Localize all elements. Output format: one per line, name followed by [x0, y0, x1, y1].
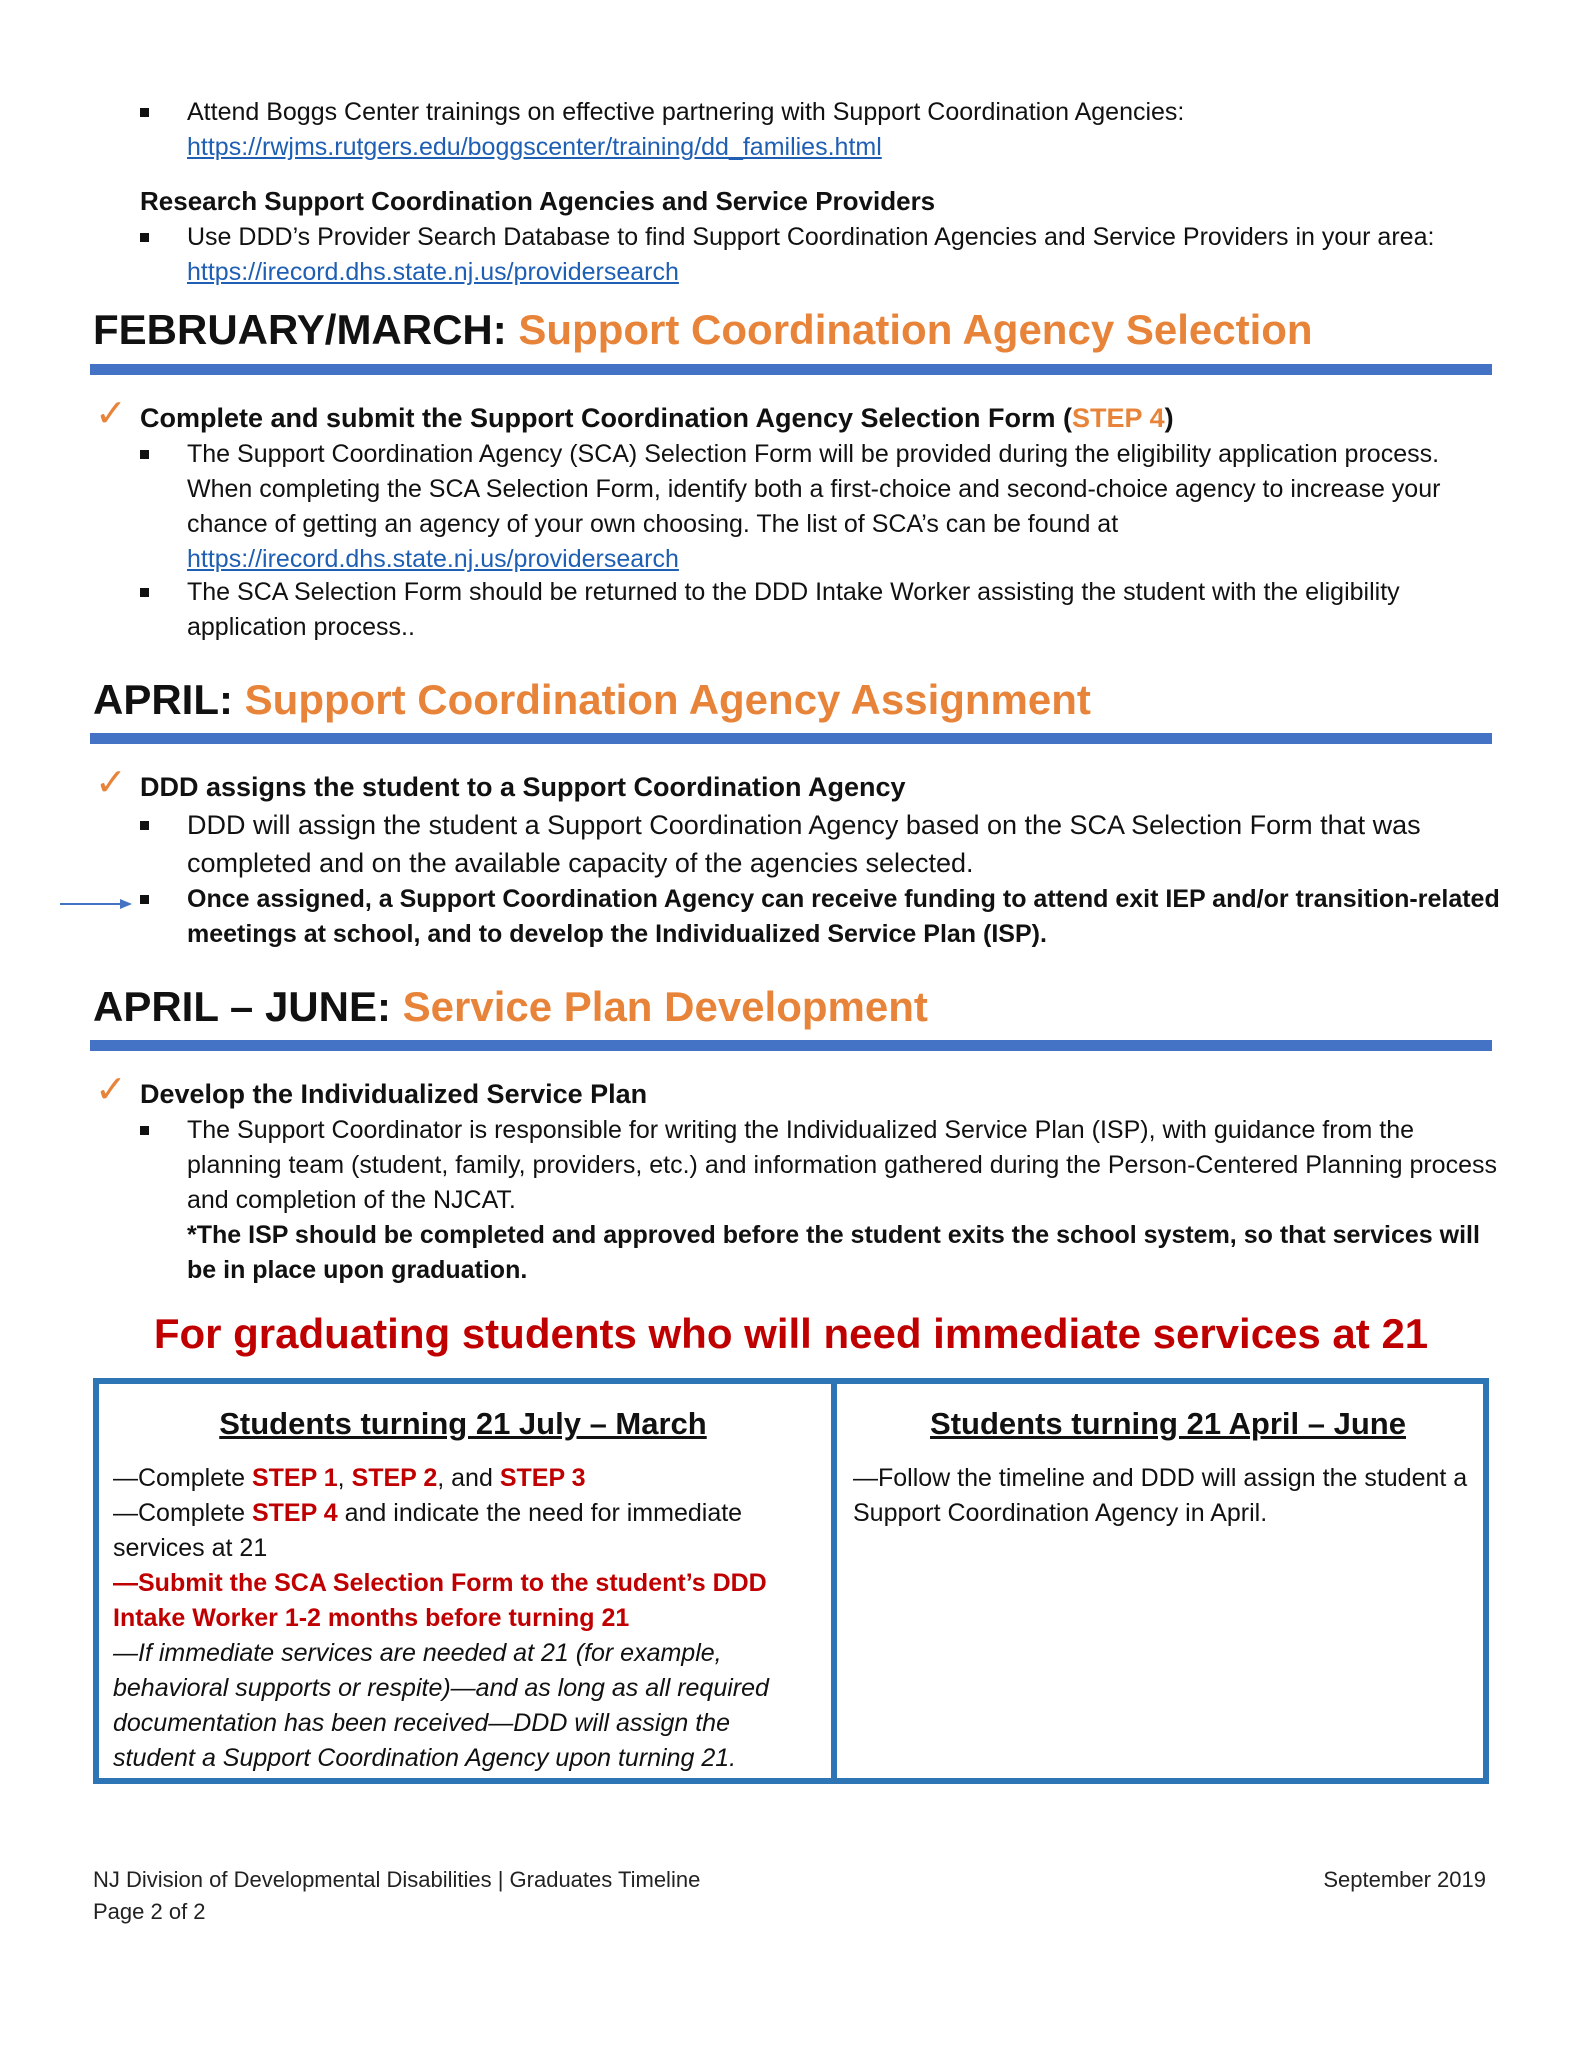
boggs-center-link[interactable]: https://rwjms.rutgers.edu/boggscenter/training/dd_families.html	[187, 133, 882, 161]
column-divider	[831, 1384, 837, 1778]
bullet-marker	[140, 108, 149, 117]
check-text: DDD assigns the student to a Support Coordination Agency	[140, 772, 906, 802]
section-divider	[90, 733, 1492, 744]
list-item	[140, 95, 1500, 165]
bullet-text: Attend Boggs Center trainings on effective partnering with Support Coordination Agencies:	[187, 98, 1185, 126]
section-heading-april	[93, 676, 1091, 724]
list-item	[140, 1113, 1500, 1288]
section-title: Service Plan Development	[402, 983, 928, 1030]
bullet-text: The SCA Selection Form should be returned to the DDD Intake Worker assisting the student with the eligibility application process..	[187, 578, 1400, 641]
bullet-text: Once assigned, a Support Coordination Agency can receive funding to attend exit IEP and/or transition-related meetings at school, and to develop the Individualized Service Plan (ISP).	[187, 885, 1500, 948]
isp-note: *The ISP should be completed and approved before the student exits the school system, so that services will be in place upon graduation.	[187, 1221, 1480, 1284]
check-text: Develop the Individualized Service Plan	[140, 1079, 648, 1109]
right-line-1: —Follow the timeline and DDD will assign the student a Support Coordination Agency in April.	[853, 1464, 1468, 1527]
step-label: STEP 3	[499, 1464, 586, 1492]
bullet-text: Use DDD’s Provider Search Database to find Support Coordination Agencies and Service Providers in your area:	[187, 223, 1435, 251]
section-date: APRIL:	[93, 676, 245, 723]
check-text: Complete and submit the Support Coordination Agency Selection Form (	[140, 403, 1073, 433]
footer-date: September 2019	[1323, 1867, 1486, 1892]
section-date: FEBRUARY/MARCH:	[93, 306, 519, 353]
research-heading: Research Support Coordination Agencies and Service Providers	[140, 186, 936, 216]
bullet-marker	[140, 588, 149, 597]
left-line-1	[113, 1461, 813, 1496]
check-text-end: )	[1164, 403, 1174, 433]
line-text: —Complete	[113, 1464, 252, 1492]
bullet-text: DDD will assign the student a Support Coordination Agency based on the SCA Selection Form that was completed and on the available capacity of the agencies selected.	[187, 810, 1421, 878]
left-column	[113, 1384, 813, 1776]
bullet-marker	[140, 233, 149, 242]
line-text: —Complete	[113, 1499, 252, 1527]
checkmark-icon: ✓	[95, 762, 127, 804]
immediate-services-title: For graduating students who will need immediate services at 21	[153, 1310, 1429, 1357]
left-column-heading: Students turning 21 July – March	[219, 1406, 707, 1441]
bullet-marker	[140, 450, 149, 459]
left-line-4: —If immediate services are needed at 21 (for example, behavioral supports or respite)—and as long as all required documentation has been received—DDD will assign the student a Support Coordination Agency upon turning 21.	[113, 1639, 769, 1772]
bullet-marker	[140, 895, 149, 904]
section-heading-feb-march	[93, 306, 1313, 354]
provider-search-link[interactable]: https://irecord.dhs.state.nj.us/providersearch	[187, 545, 679, 573]
step-label: STEP 1	[251, 1464, 338, 1492]
line-text: ,	[337, 1464, 352, 1492]
section-title: Support Coordination Agency Assignment	[244, 676, 1091, 723]
list-item	[140, 882, 1500, 952]
step-label: STEP 4	[1072, 403, 1165, 433]
bullet-marker	[140, 1126, 149, 1135]
immediate-services-table	[93, 1378, 1489, 1784]
line-text: , and	[437, 1464, 500, 1492]
footer-page-number: Page 2 of 2	[93, 1899, 206, 1924]
bullet-text: The Support Coordination Agency (SCA) Selection Form will be provided during the eligibility application process. When completing the SCA Selection Form, identify both a first-choice and second-choice agency to increase your chance of getting an agency of your own choosing. The list of SCA’s can be found at	[187, 440, 1441, 538]
bullet-marker	[140, 821, 149, 830]
provider-search-link[interactable]: https://irecord.dhs.state.nj.us/providersearch	[187, 258, 679, 286]
bullet-text: The Support Coordinator is responsible for writing the Individualized Service Plan (ISP), with guidance from the planning team (student, family, providers, etc.) and information gathered during the Person-Centered Planning process and completion of the NJCAT.	[187, 1116, 1497, 1214]
left-line-3: —Submit the SCA Selection Form to the student’s DDD Intake Worker 1-2 months before turning 21	[113, 1569, 767, 1632]
footer-left: NJ Division of Developmental Disabilities | Graduates Timeline	[93, 1867, 701, 1892]
section-divider	[90, 364, 1492, 375]
right-column	[853, 1384, 1483, 1531]
section-date: APRIL – JUNE:	[93, 983, 403, 1030]
checkmark-icon: ✓	[95, 1069, 127, 1111]
section-title: Support Coordination Agency Selection	[518, 306, 1313, 353]
list-item	[140, 806, 1500, 882]
step-label: STEP 4	[251, 1499, 338, 1527]
arrow-right-icon	[60, 898, 132, 910]
checkmark-icon: ✓	[95, 393, 127, 435]
section-heading-april-june	[93, 983, 928, 1031]
left-line-2	[113, 1496, 813, 1566]
line-text: and indicate the need for immediate services at 21	[113, 1499, 743, 1562]
list-item	[140, 575, 1500, 645]
section-divider	[90, 1040, 1492, 1051]
list-item	[140, 437, 1500, 577]
right-column-heading: Students turning 21 April – June	[930, 1406, 1406, 1441]
list-item	[140, 220, 1500, 290]
step-label: STEP 2	[351, 1464, 438, 1492]
